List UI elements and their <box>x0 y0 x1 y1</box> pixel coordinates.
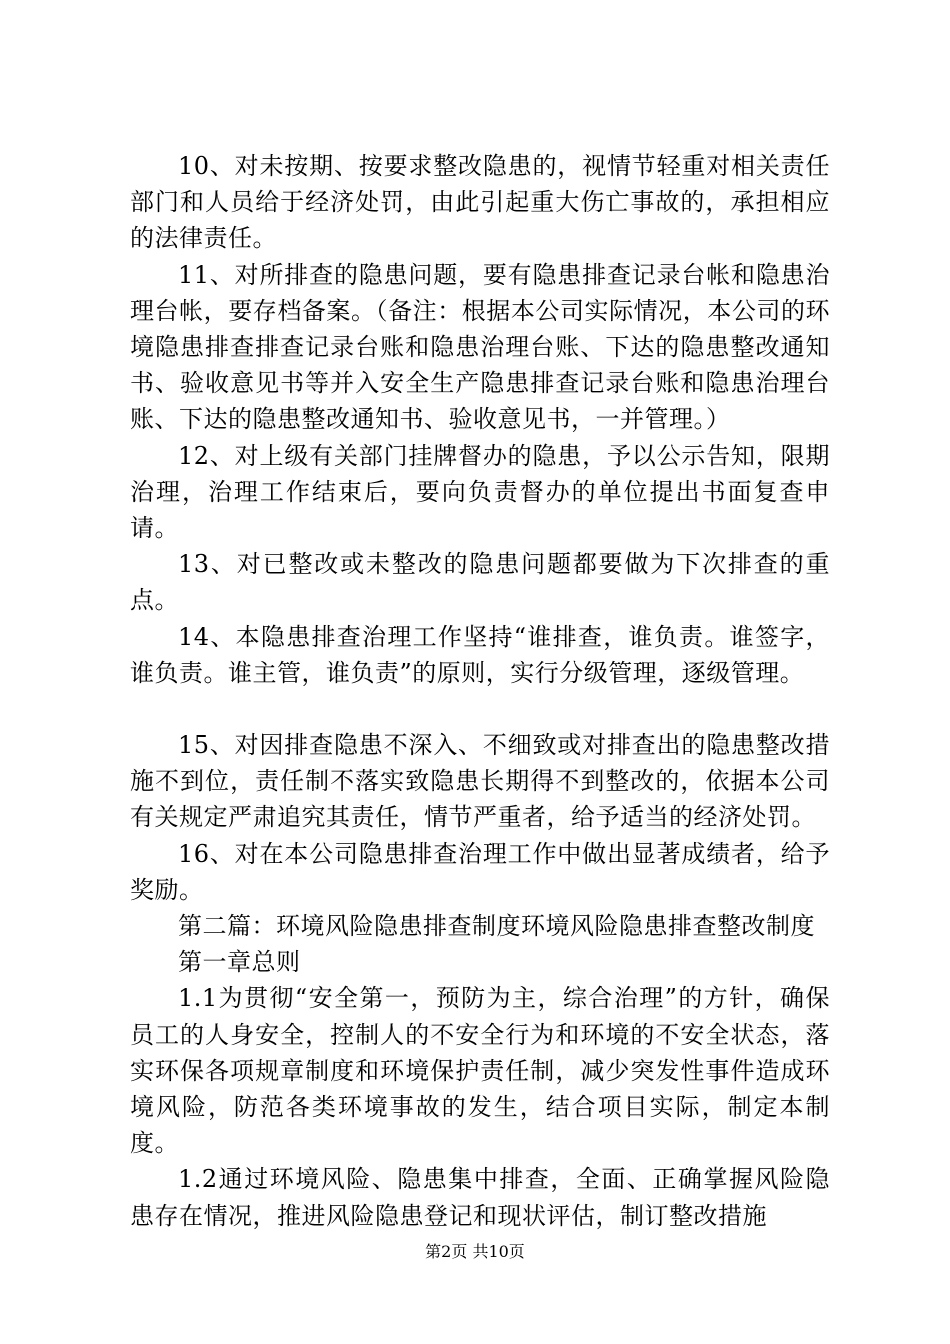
paragraph-item-14: 14、本隐患排查治理工作坚持“谁排查，谁负责。谁签字，谁负责。谁主管，谁负责”的原则，实行分级管理，逐级管理。 <box>130 622 830 687</box>
chapter-heading-general: 第一章总则 <box>178 948 301 977</box>
paragraph-clause-1-1: 1.1为贯彻“安全第一，预防为主，综合治理”的方针，确保员工的人身安全，控制人的不安全行为和环境的不安全状态，落实环保各项规章制度和环境保护责任制，减少突发性事件造成环境风险，防范各类环境事故的发生，结合项目实际，制定本制度。 <box>130 984 830 1158</box>
paragraph-clause-1-2: 1.2通过环境风险、隐患集中排查，全面、正确掌握风险隐患存在情况，推进风险隐患登记和现状评估，制订整改措施 <box>130 1165 830 1230</box>
page-number-footer: 第2页 共10页 <box>425 1242 525 1261</box>
paragraph-item-12: 12、对上级有关部门挂牌督办的隐患，予以公示告知，限期治理，治理工作结束后，要向负责督办的单位提出书面复查申请。 <box>130 441 830 543</box>
paragraph-item-16: 16、对在本公司隐患排查治理工作中做出显著成绩者，给予奖励。 <box>130 839 830 904</box>
document-body <box>130 148 830 1234</box>
paragraph-item-10: 10、对未按期、按要求整改隐患的，视情节轻重对相关责任部门和人员给于经济处罚，由此引起重大伤亡事故的，承担相应的法律责任。 <box>130 152 830 253</box>
paragraph-item-15: 15、对因排查隐患不深入、不细致或对排查出的隐患整改措施不到位，责任制不落实致隐患长期得不到整改的，依据本公司有关规定严肃追究其责任，情节严重者，给予适当的经济处罚。 <box>130 731 830 832</box>
section-heading-part-two: 第二篇：环境风险隐患排查制度环境风险隐患排查整改制度 <box>178 912 815 941</box>
paragraph-item-13: 13、对已整改或未整改的隐患问题都要做为下次排查的重点。 <box>130 550 830 615</box>
paragraph-item-11: 11、对所排查的隐患问题，要有隐患排查记录台帐和隐患治理台帐，要存档备案。（备注：根据本公司实际情况，本公司的环境隐患排查排查记录台账和隐患治理台账、下达的隐患整改通知书、验收意见书等并入安全生产隐患排查记录台账和隐患治理台账、下达的隐患整改通知书、验收意见书，一并管理。） <box>130 260 830 434</box>
